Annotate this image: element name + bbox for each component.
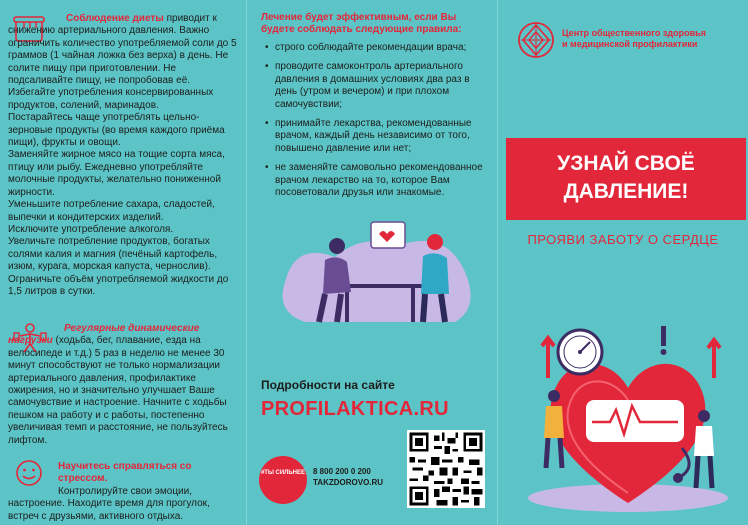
stress-block — [8, 461, 240, 523]
treatment-rules — [263, 42, 485, 206]
diet-paragraph — [8, 13, 240, 112]
site-link[interactable]: PROFILAKTICA.RU — [261, 398, 449, 420]
qr-code[interactable] — [407, 430, 485, 508]
cover-title-line1: УЗНАЙ СВОЁ — [557, 152, 695, 175]
middle-column — [247, 0, 498, 525]
diet-paragraph-2: Постарайтесь чаще употреблять цельно-зерновые продукты (во время каждого приёма пищи), фрукты и овощи. — [8, 112, 225, 149]
diet-paragraph-5: Исключите употребление алкоголя. — [8, 223, 174, 235]
center-name: Центр общественного здоровья и медицинской профилактики — [562, 28, 706, 49]
rule-item: • проводите самоконтроль артериального давления в домашних условиях два раз в день (утром и вечером) и при плохом самочувствии; — [263, 61, 485, 111]
ty-silnee-badge — [259, 456, 307, 504]
diet-title: Соблюдение диеты — [66, 13, 164, 24]
cover-title-line2: ДАВЛЕНИЕ! — [563, 180, 689, 203]
diet-block — [8, 13, 240, 298]
diet-paragraph-7: Ограничьте объём употребляемой жидкости до 1,5 литров в сутки. — [8, 273, 229, 297]
cover-banner — [506, 138, 746, 220]
activity-paragraph — [8, 323, 240, 447]
rule-item: • не заменяйте самовольно рекомендованное врачом лекарство на то, которое Вам посоветовали друзья или знакомые. — [263, 162, 485, 199]
hotline-phone[interactable]: 8 800 200 0 200 — [313, 467, 371, 476]
rule-item: • принимайте лекарства, рекомендованные врачом, каждый день независимо от того, повышено давление или нет; — [263, 118, 485, 155]
stress-title-text: Научитесь справляться со стрессом. — [58, 461, 192, 485]
doctor-patient-illustration — [275, 212, 485, 332]
heart-pressure-illustration — [518, 318, 738, 518]
stress-title — [8, 461, 240, 486]
activity-title: Регулярные динамические нагрузки — [8, 323, 200, 347]
center-logo-icon — [516, 20, 556, 60]
badge-text: #ТЫ СИЛЬНЕЕ — [260, 470, 306, 476]
hotline-site[interactable]: TAKZDOROVO.RU — [313, 478, 384, 487]
diet-paragraph-6: Увеличьте потребление продуктов, богатых солями калия и магния (печёный картофель, изюм, курага, морская капуста, чернослив). — [8, 236, 218, 273]
activity-text: (ходьба, бег, плавание, езда на велосипеде и т.д.) 5 раз в неделю не менее 30 минут способствуют не только нормализации артериального давления, профилактике ожирения, но и значительно улучшает Ваше самочувствие и настроение. Начните с ходьбы пешком на работу и с работы, постепенно увеличивая темп и расстояние, не пользуйтесь лифтом. — [8, 335, 228, 446]
hotline — [313, 466, 383, 488]
diet-paragraph-3: Заменяйте жирное мясо на тощие сорта мяса, птицу или рыбу. Ежедневно употребляйте молочные продукты, желательно пониженной жирности. — [8, 149, 225, 198]
left-column — [0, 0, 247, 525]
treatment-title: Лечение будет эффективным, если Вы будете соблюдать следующие правила: — [261, 12, 462, 36]
activity-block — [8, 323, 240, 447]
diet-text: приводит к снижению артериального давления. Важно ограничить количество употребляемой соли до 5 граммов (1 чайная ложка без верха) в день. Не солите пищу при приготовлении. Не подсаливайте пищу, не попробовав её. Избегайте употребления консервированных продуктов, солений, маринадов. — [8, 13, 237, 111]
rule-item: • строго соблюдайте рекомендации врача; — [263, 42, 485, 54]
stress-text: Контролируйте свои эмоции, настроение. Находите время для прогулок, встреч с друзьями, активного отдыха. — [8, 485, 210, 522]
cover-subtitle: ПРОЯВИ ЗАБОТУ О СЕРДЦЕ — [527, 232, 719, 247]
cover-column — [498, 0, 748, 525]
site-label: Подробности на сайте — [261, 378, 395, 392]
diet-paragraph-4: Уменьшите потребление сахара, сладостей, выпечки и кондитерских изделий. — [8, 199, 215, 223]
